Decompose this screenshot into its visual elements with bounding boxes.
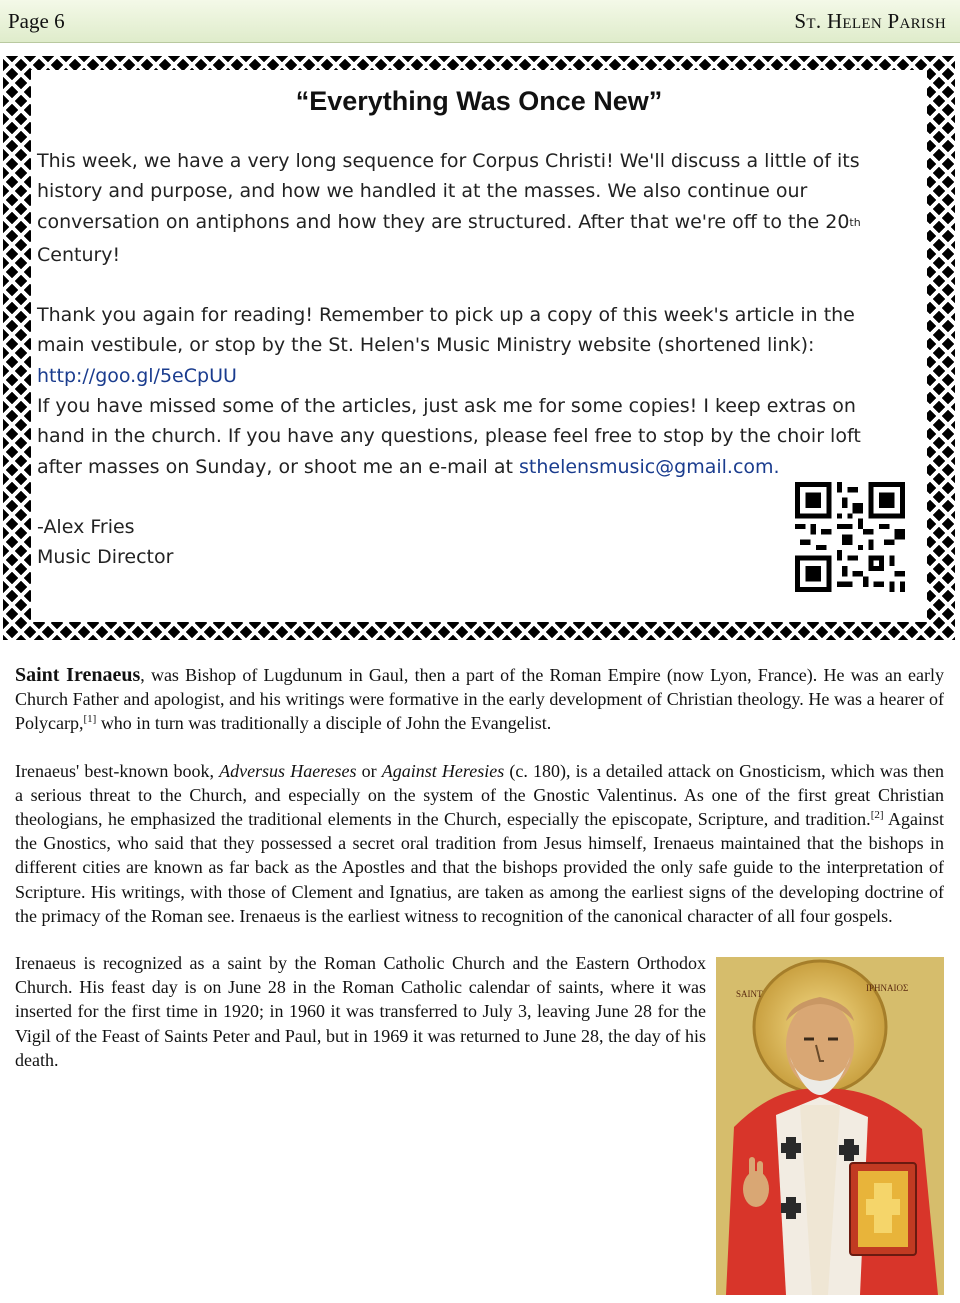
notice-title: “Everything Was Once New” [295,86,663,116]
saint-name: Saint Irenaeus [15,664,141,686]
email-link[interactable]: sthelensmusic@gmail.com. [519,455,780,478]
works-text-a: Irenaeus' best-known book, [15,760,220,781]
parish-name: St. Helen Parish [794,9,946,33]
works-text-c: (c. 180), is a detailed attack on Gnosticism, which was then a serious threat to the Church, and especially on the system of the Gnostic Valentinus. As one of the first great Christian theologians, he emphasized the traditional elements in the Church, especially the episcopate, Scripture, and tradition. [15,760,944,830]
ordinal-suffix: th [849,215,861,229]
page-header [0,0,960,43]
page-number: Page 6 [8,9,65,33]
works-text-d: Against the Gnostics, who said that they possessed a secret oral tradition from Jesus himself, Irenaeus maintained that the bishops in different cities are known as far back as the Apostles and that the bishops provided the only safe guide to the interpretation of Scripture. His writings, with those of Clement and Ignatius, are taken as among the earliest signs of the developing doctrine of the primacy of the Roman see. Irenaeus is the earliest witness to recognition of the canonical character of all four gospels. [15,809,944,926]
notice-paragraph-intro [37,146,897,270]
gospel-book-icon [850,1163,916,1255]
qr-code-icon[interactable] [795,482,905,592]
notice-paragraph-copies [37,391,897,482]
bio-intro-text: , was Bishop of Lugdunum in Gaul, then a part of the Roman Empire (now Lyon, France). He was an early Church Father and apologist, and his writings were formative in the early development of Christian theology. He was a hearer of Polycarp, [15,665,944,734]
bio-paragraph-works [15,759,944,928]
bio-intro-end: who in turn was traditionally a disciple of John the Evangelist. [96,713,552,734]
copies-text: If you have missed some of the articles, just ask me for some copies! I keep extras on hand in the church. If you have any questions, please feel free to stop by the choir loft after masses on Sunday, or shoot me an e-mail at [37,395,861,478]
works-text-b: or [356,760,382,781]
website-link[interactable]: http://goo.gl/5eCpUU [37,364,237,387]
saint-portrait [716,957,944,1295]
bio-paragraph-feast: Irenaeus is recognized as a saint by the Roman Catholic Church and the Eastern Orthodox Church. His feast day is on June 28 in the Roman Catholic calendar of saints, where it was inserted for the first time in 1920; in 1960 it was transferred to July 3, leaving June 28 for the Vigil of the Feast of Saints Peter and Paul, but in 1969 it was returned to June 28, the day of his death. [15,953,706,1070]
book-title-latin: Adversus Haereses [219,760,357,781]
book-title-english: Against Heresies [381,760,505,781]
saint-icon-image [716,957,944,1295]
signature-title: Music Director [37,546,174,569]
notice-border [3,56,955,640]
footnote-ref-1[interactable]: [1] [83,713,97,726]
intro-end: Century! [37,243,121,266]
notice-panel [31,70,927,622]
svg-text:SAINT: SAINT [736,989,763,1000]
thanks-text: Thank you again for reading! Remember to pick up a copy of this week's article in the main vestibule, or stop by the St. Helen's Music Ministry website (shortened link): [37,304,855,357]
footnote-ref-2[interactable]: [2] [870,809,884,822]
notice-paragraph-thanks [37,300,897,391]
bio-paragraph-intro [15,663,944,736]
notice-body [37,146,897,573]
svg-text:ΙΡΗΝΑΙΟΣ: ΙΡΗΝΑΙΟΣ [866,983,909,994]
saint-biography [15,663,944,1303]
signature-name: -Alex Fries [37,515,135,538]
intro-text: This week, we have a very long sequence for Corpus Christi! We'll discuss a little of its history and purpose, and how we handled it at the masses. We also continue our conversation on antiphons and how they are structured. After that we're off to the 20 [37,150,860,233]
